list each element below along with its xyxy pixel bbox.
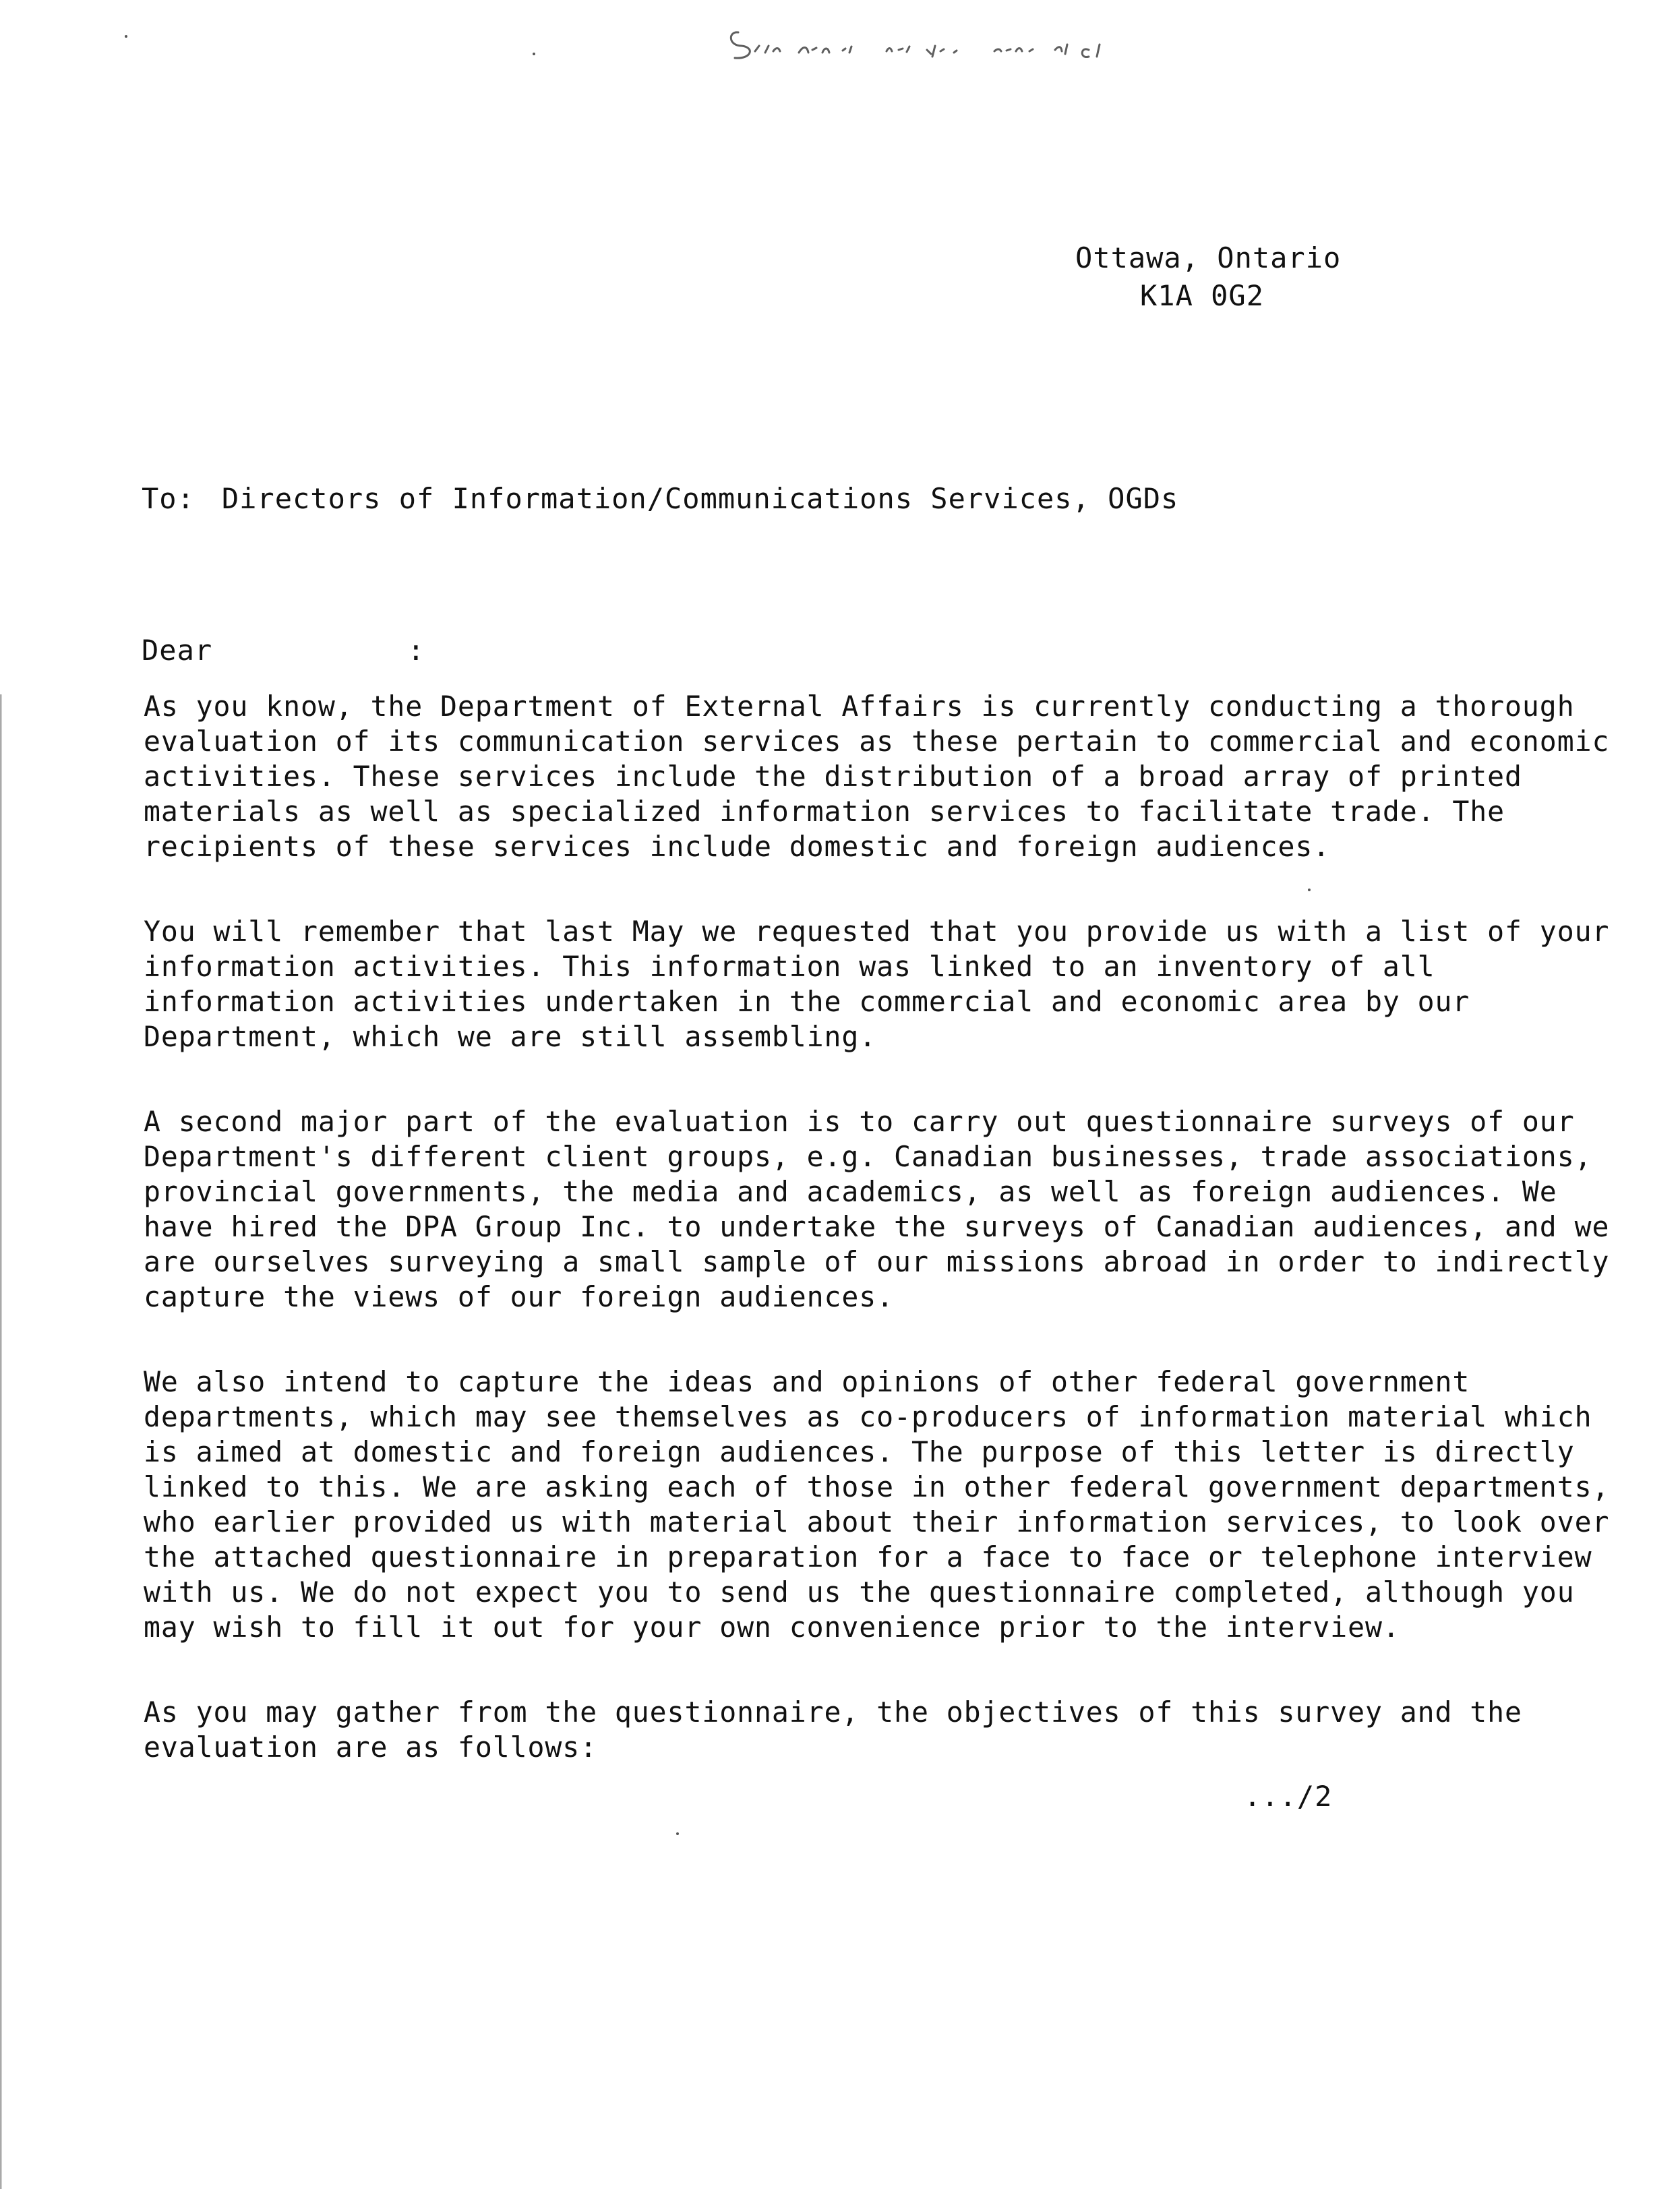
paragraph-line: with us. We do not expect you to send us the questionnaire completed, although you [144,1576,1575,1609]
salutation: Dear : [142,634,425,667]
paragraph-line: have hired the DPA Group Inc. to undertake the surveys of Canadian audiences, and we [144,1210,1610,1243]
paragraph-objectives [144,1695,1593,1765]
paragraph-line: We also intend to capture the ideas and opinions of other federal government [144,1365,1470,1398]
scan-speck [676,1832,679,1835]
recipient-line [142,482,1178,515]
paragraph-inventory [144,914,1610,1054]
paragraph-line: is aimed at domestic and foreign audiences. The purpose of this letter is directly [144,1435,1575,1468]
sender-address [1075,239,1341,315]
paragraph-line: linked to this. We are asking each of those in other federal government departments, [144,1470,1610,1503]
paragraph-line: information activities undertaken in the commercial and economic area by our [144,985,1470,1018]
paragraph-line: recipients of these services include domestic and foreign audiences. [144,830,1331,863]
scan-page-edge [0,694,2,2189]
paragraph-line: You will remember that last May we requested that you provide us with a list of your [144,915,1610,948]
paragraph-line: evaluation of its communication services as these pertain to commercial and economic [144,725,1610,758]
paragraph-line: the attached questionnaire in preparation for a face to face or telephone interview [144,1540,1592,1573]
paragraph-line: may wish to fill it out for your own convenience prior to the interview. [144,1611,1400,1644]
handwritten-note-scribble [725,19,1331,66]
paragraph-line: are ourselves surveying a small sample of our missions abroad in order to indirectly [144,1245,1610,1278]
paragraph-line: evaluation are as follows: [144,1731,598,1764]
handwritten-note [725,19,1331,66]
page-continuation-marker: .../2 [1244,1780,1333,1813]
sender-postal-code: K1A 0G2 [1140,279,1265,312]
scan-speck [125,35,127,38]
paragraph-line: As you may gather from the questionnaire, the objectives of this survey and the [144,1696,1522,1729]
paragraph-line: provincial governments, the media and academics, as well as foreign audiences. We [144,1175,1557,1208]
paragraph-line: departments, which may see themselves as co-producers of information material which [144,1400,1592,1433]
paragraph-line: capture the views of our foreign audiences. [144,1280,895,1313]
paragraph-line: who earlier provided us with material about their information services, to look over [144,1505,1610,1538]
paragraph-surveys [144,1104,1610,1315]
scan-speck [533,53,535,55]
paragraph-line: A second major part of the evaluation is to carry out questionnaire surveys of our [144,1105,1575,1138]
recipient-text: Directors of Information/Communications Services, OGDs [221,482,1179,515]
paragraph-line: activities. These services include the distribution of a broad array of printed [144,760,1522,793]
recipient-label: To: [142,482,195,515]
paragraph-line: Department, which we are still assembling. [144,1020,877,1053]
sender-city: Ottawa, Ontario [1075,241,1342,274]
paragraph-line: materials as well as specialized information services to facilitate trade. The [144,795,1505,828]
paragraph-line: information activities. This information was linked to an inventory of all [144,950,1435,983]
paragraph-line: Department's different client groups, e.g. Canadian businesses, trade associations, [144,1140,1592,1173]
paragraph-intro [144,689,1610,864]
paragraph-line: As you know, the Department of External Affairs is currently conducting a thorough [144,690,1575,723]
paragraph-other-departments [144,1365,1610,1645]
letter-body [144,689,1610,1815]
